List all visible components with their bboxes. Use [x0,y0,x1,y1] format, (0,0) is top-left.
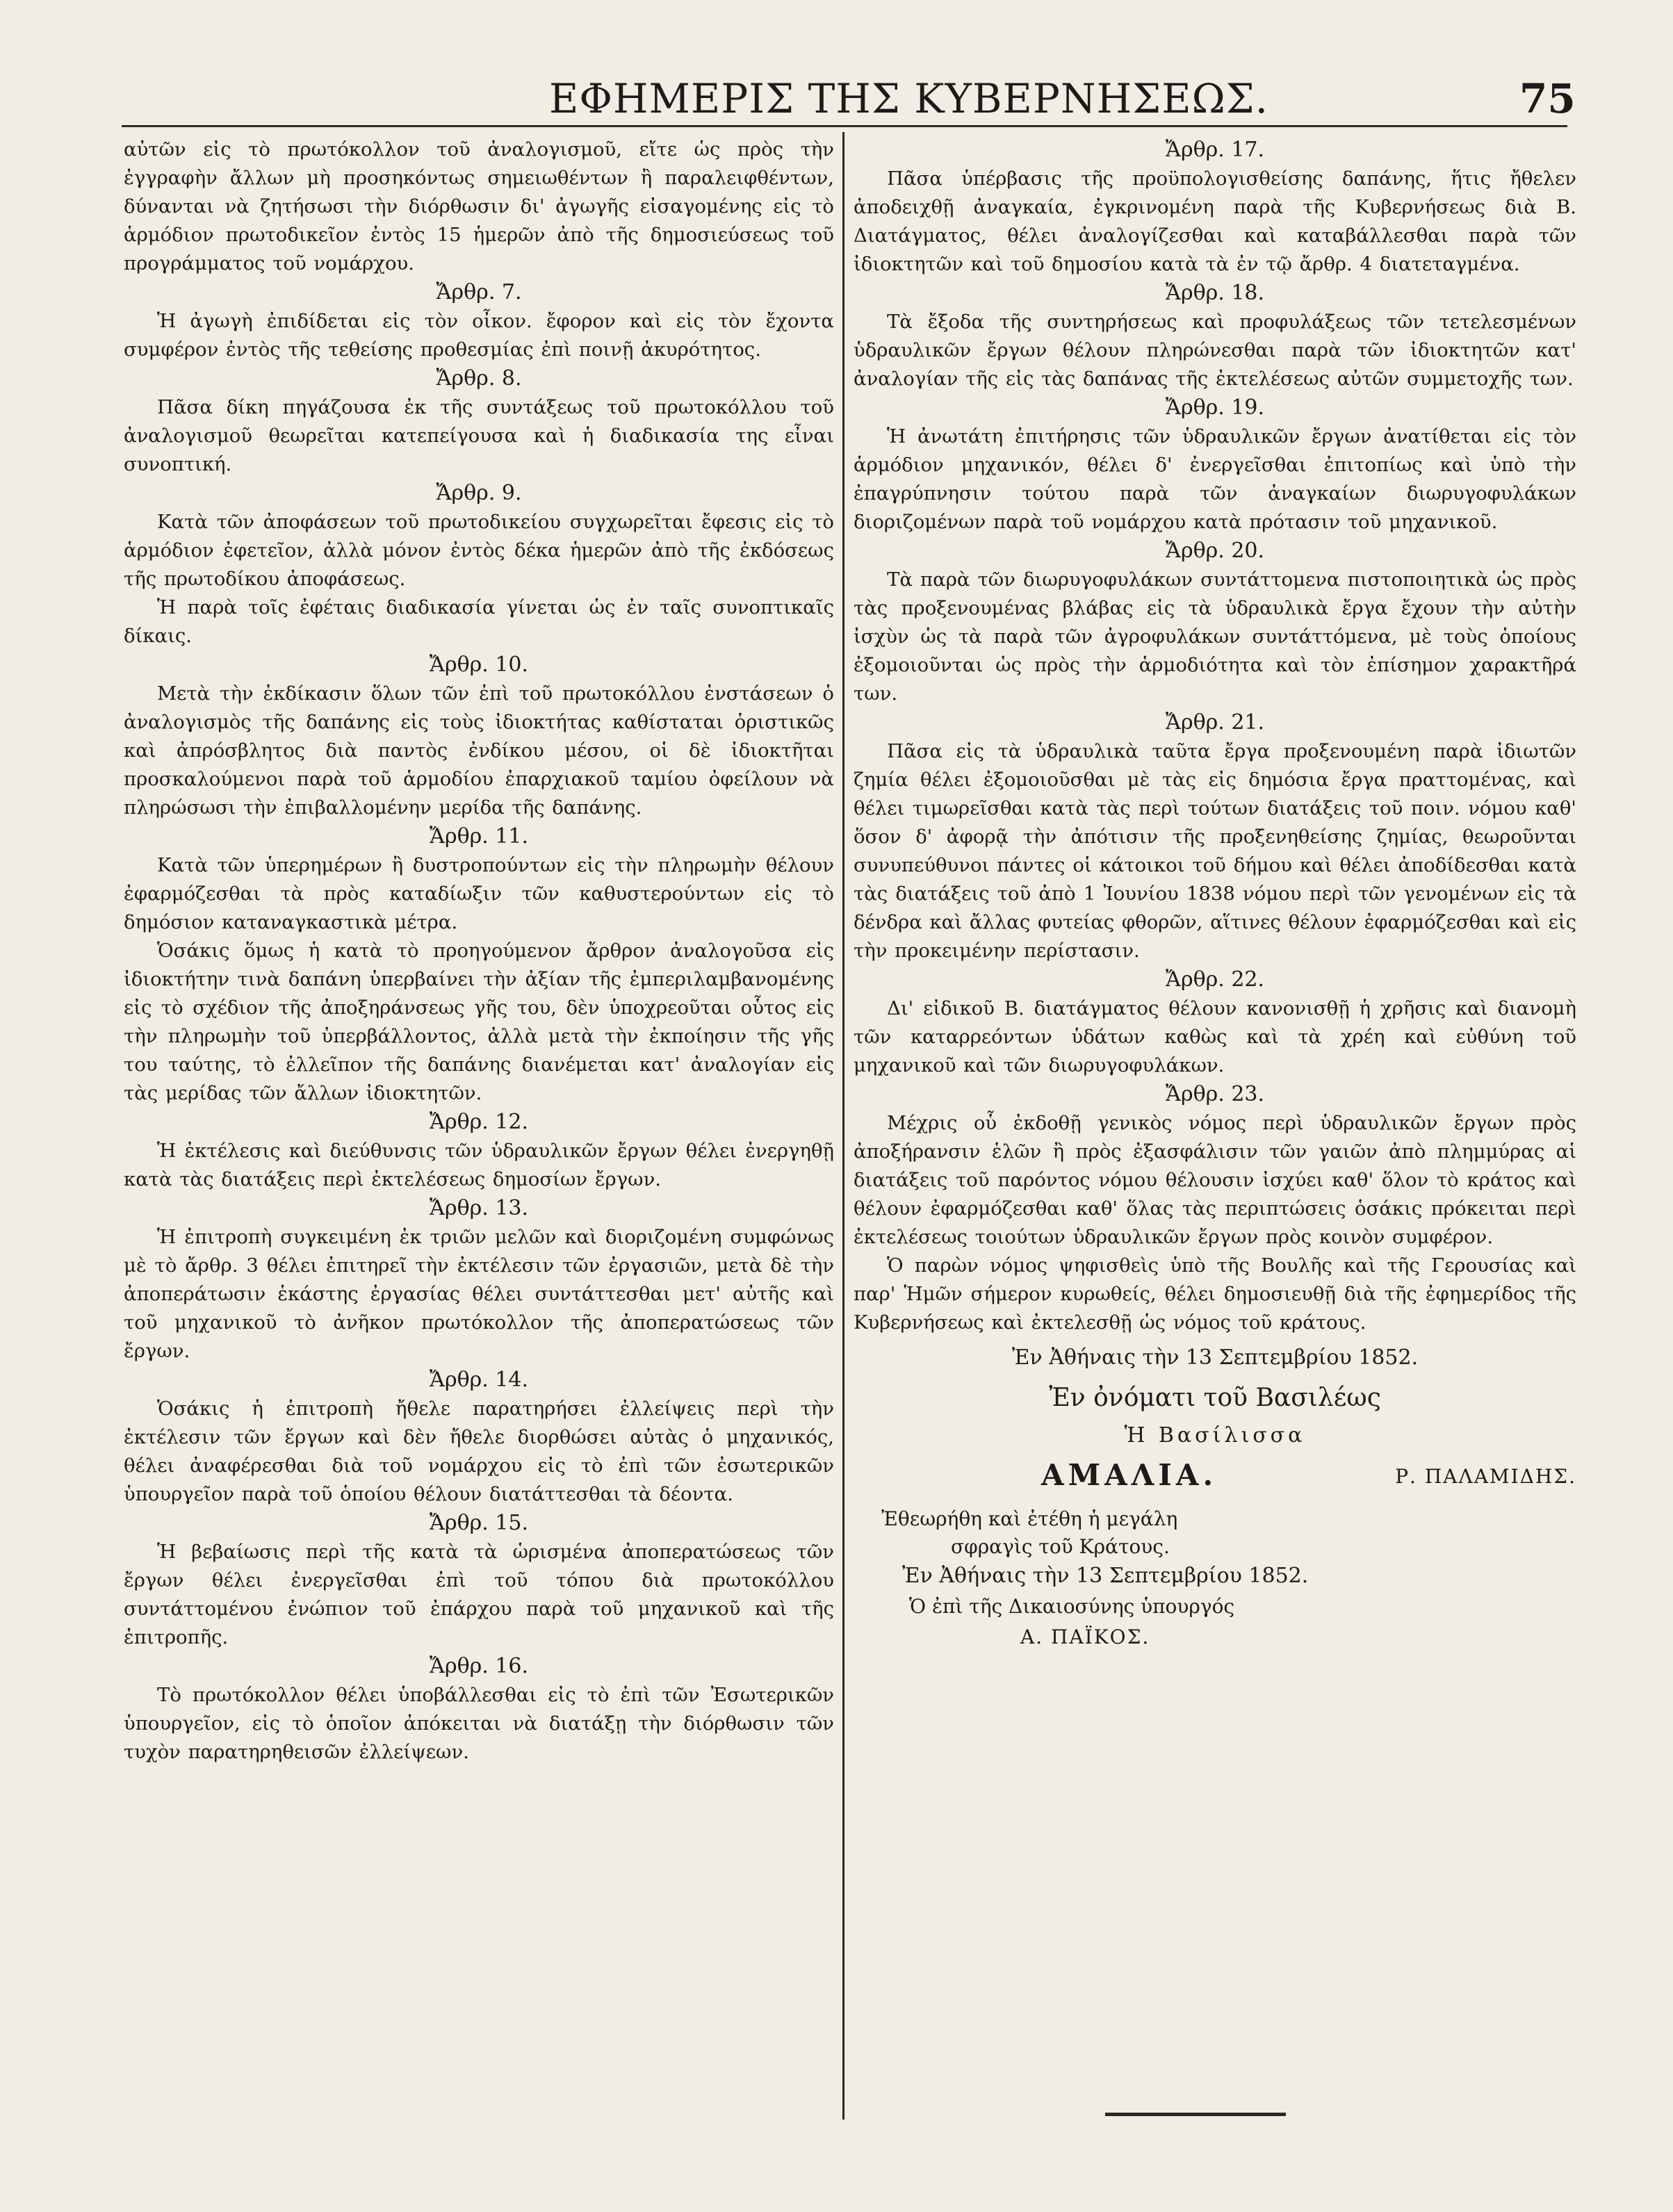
paragraph: Τὰ παρὰ τῶν διωρυγοφυλάκων συντάττομενα πιστοποιητικὰ ὡς πρὸς τὰς προξενουμένας βλάβας εἰς τὰ ὑδραυλικὰ ἔργα ἔχουν τὴν αὐτὴν ἰσχὺν ὡς τὰ παρὰ τῶν ἀγροφυλάκων συντάττόμενα, μὲ τοὺς ὁποίους ἐξομοιοῦνται ὡς πρὸς τὴν ἁρμοδιότητα καὶ τὸν ἐπίσημον χαρακτῆρά των. [854,568,1576,705]
paragraph: Ἡ ἐπιτροπὴ συγκειμένη ἐκ τριῶν μελῶν καὶ διοριζομένη συμφώνως μὲ τὸ ἄρθρ. 3 θέλει ἐπιτηρεῖ τὴν ἐκτέλεσιν τῶν ἐργασιῶν, μετὰ δὲ τὴν ἀποπεράτωσιν ἑκάστης ἐργασίας θέλει συντάττεσθαι μετ' αὐτῆς καὶ τοῦ μηχανικοῦ τὸ ἀνῆκον πρωτόκολλον τῆς ἀποπερατώσεως τῶν ἔργων. [124,1226,834,1362]
paragraph: Πᾶσα δίκη πηγάζουσα ἐκ τῆς συντάξεως τοῦ πρωτοκόλλου τοῦ ἀναλογισμοῦ θεωρεῖται κατεπείγουσα καὶ ἡ διαδικασία της εἶναι συνοπτική. [124,396,834,475]
article-heading: Ἄρθρ. 12. [429,1110,529,1134]
paragraph: Ἡ ἀνωτάτη ἐπιτήρησις τῶν ὑδραυλικῶν ἔργων ἀνατίθεται εἰς τὸν ἁρμόδιον μηχανικόν, θέλει δ' ἐνεργεῖσθαι ἐπιτοπίως καὶ ὑπὸ τὴν ἐπαγρύπνησιν τούτου παρὰ τῶν ἀναγκαίων διωρυγοφυλάκων διοριζομένων παρὰ τοῦ νομάρχου κατὰ πρότασιν τοῦ μηχανικοῦ. [854,425,1576,533]
article-heading: Ἄρθρ. 18. [1165,281,1265,305]
article-heading: Ἄρθρ. 15. [429,1511,529,1535]
article-heading: Ἄρθρ. 11. [429,824,529,849]
paragraph: Μέχρις οὗ ἐκδοθῇ γενικὸς νόμος περὶ ὑδραυλικῶν ἔργων πρὸς ἀποξήρανσιν ἑλῶν ἢ πρὸς ἐξασφάλισιν τῶν γαιῶν ἀπὸ πλημμύρας αἱ διατάξεις τοῦ παρόντος νόμου θέλουσιν ἰσχύει καθ' ὅλον τὸ κράτος καὶ θέλουν ἐφαρμόζεσθαι καθ' ὅλας τὰς περιπτώσεις ὁσάκις πρόκειται περὶ ἐκτελέσεως τοιούτων ὑδραυλικῶν ἔργων πρὸς κοινὸν συμφέρον. [854,1112,1576,1248]
article-heading: Ἄρθρ. 8. [436,366,522,391]
paragraph: Ἡ παρὰ τοῖς ἐφέταις διαδικασία γίνεται ὡς ἐν ταῖς συνοπτικαῖς δίκαις. [124,596,834,647]
article-heading: Ἄρθρ. 9. [436,481,522,505]
paragraph: Ἡ ἀγωγὴ ἐπιδίδεται εἰς τὸν οἶκον. ἔφορον καὶ εἰς τὸν ἔχοντα συμφέρον ἐντὸς τῆς τεθείσης προθεσμίας ἐπὶ ποινῇ ἀκυρότητος. [124,310,834,361]
article-heading: Ἄρθρ. 22. [1165,967,1265,992]
closing-rule [1105,2113,1286,2116]
in-name-of-king: Ἐν ὀνόματι τοῦ Βασιλέως [1049,1384,1381,1412]
page-number: 75 [1519,75,1576,122]
date-line: Ἐν Ἀθήναις τὴν 13 Σεπτεμβρίου 1852. [902,1564,1309,1588]
article-heading: Ἄρθρ. 13. [429,1196,529,1220]
right-column [854,136,1576,1653]
article-heading: Ἄρθρ. 19. [1165,395,1265,420]
signature-row [854,1455,1576,1498]
paragraph: αὐτῶν εἰς τὸ πρωτόκολλον τοῦ ἀναλογισμοῦ, εἴτε ὡς πρὸς τὴν ἐγγραφὴν ἄλλων μὴ προσηκόντως σημειωθέντων ἢ παραλειφθέντων, δύνανται νὰ ζητήσωσι τὴν διόρθωσιν δι' ἀγωγῆς εἰσαγομένης εἰς τὸ ἁρμόδιον πρωτοδικεῖον ἐντὸς 15 ἡμερῶν ἀπὸ τῆς δημοσιεύσεως τοῦ προγράμματος τοῦ νομάρχου. [124,138,834,275]
paragraph: Ἡ ἐκτέλεσις καὶ διεύθυνσις τῶν ὑδραυλικῶν ἔργων θέλει ἐνεργηθῇ κατὰ τὰς διατάξεις περὶ ἐκτελέσεως δημοσίων ἔργων. [124,1140,834,1190]
article-heading: Ἄρθρ. 10. [429,653,529,677]
paragraph: Τὸ πρωτόκολλον θέλει ὑποβάλλεσθαι εἰς τὸ ἐπὶ τῶν Ἐσωτερικῶν ὑπουργεῖον, εἰς τὸ ὁποῖον ἀπόκειται νὰ διατάξῃ τὴν διόρθωσιν τῶν τυχὸν παρατηρηθεισῶν ἐλλείψεων. [124,1684,834,1763]
paragraph: Μετὰ τὴν ἐκδίκασιν ὅλων τῶν ἐπὶ τοῦ πρωτοκόλλου ἐνστάσεων ὁ ἀναλογισμὸς τῆς δαπάνης εἰς τοὺς ἰδιοκτήτας καθίσταται ὁριστικῶς καὶ ἀπρόσβλητος διὰ παντὸς ἐνδίκου μέσου, οἱ δὲ ἰδιοκτῆται προσκαλούμενοι παρὰ τοῦ ἁρμοδίου ἐπαρχιακοῦ ταμίου ὀφείλουν νὰ πληρώσωσι τὴν ἐπιβαλλομένην μερίδα τῆς δαπάνης. [124,682,834,819]
paragraph: Ὁ παρὼν νόμος ψηφισθεὶς ὑπὸ τῆς Βουλῆς καὶ τῆς Γερουσίας καὶ παρ' Ἡμῶν σήμερον κυρωθείς, θέλει δημοσιευθῇ διὰ τῆς ἐφημερίδος τῆς Κυβερνήσεως καὶ ἐκτελεσθῇ ὡς νόμος τοῦ κράτους. [854,1254,1576,1334]
seal-note: σφραγὶς τοῦ Κράτους. [951,1535,1170,1558]
paragraph: Δι' εἰδικοῦ Β. διατάγματος θέλουν κανονισθῇ ἡ χρῆσις καὶ διανομὴ τῶν καταρρεόντων ὑδάτων καθὼς καὶ τὰ χρέη καὶ εὐθύνη τοῦ μηχανικοῦ καὶ τῶν διωρυγοφυλάκων. [854,997,1576,1076]
page-title: ΕΦΗΜΕΡΙΣ ΤΗΣ ΚΥΒΕΡΝΗΣΕΩΣ. [549,75,1269,122]
paragraph: Τὰ ἔξοδα τῆς συντηρήσεως καὶ προφυλάξεως τῶν τετελεσμένων ὑδραυλικῶν ἔργων θέλουν πληρώνεσθαι παρὰ τῶν ἰδιοκτητῶν κατ' ἀναλογίαν τῆς εἰς τὰς δαπάνας τῆς ἐκτελέσεως αὐτῶν συμμετοχῆς των. [854,311,1576,390]
article-heading: Ἄρθρ. 14. [429,1368,529,1392]
column-divider [842,132,844,2120]
minister-signature: Ρ. ΠΑΛΑΜΙΔΗΣ. [1395,1465,1576,1488]
left-column [124,136,834,1767]
paragraph: Ὁσάκις ἡ ἐπιτροπὴ ἤθελε παρατηρήσει ἐλλείψεις περὶ τὴν ἐκτέλεσιν τῶν ἔργων καὶ δὲν ἤθελε διορθώσει αὐτὰς ὁ μηχανικός, θέλει ἀναφέρεσθαι διὰ τοῦ νομάρχου εἰς τὸ ἐπὶ τῶν ἐσωτερικῶν ὑπουργεῖον παρὰ τοῦ ὁποίου θέλουν διατάττεσθαι τὰ δέοντα. [124,1398,834,1505]
article-heading: Ἄρθρ. 23. [1165,1082,1265,1106]
minister-signature: Α. ΠΑΪΚΟΣ. [1020,1625,1150,1648]
paragraph: Κατὰ τῶν ἀποφάσεων τοῦ πρωτοδικείου συγχωρεῖται ἔφεσις εἰς τὸ ἁρμόδιον ἐφετεῖον, ἀλλὰ μόνον ἐντὸς δέκα ἡμερῶν ἀπὸ τῆς ἐκδόσεως τῆς πρωτοδίκου ἀποφάσεως. [124,511,834,590]
seal-note: Ἐθεωρήθη καὶ ἐτέθη ἡ μεγάλη [881,1507,1178,1530]
paragraph: Πᾶσα ὑπέρβασις τῆς προϋπολογισθείσης δαπάνης, ἥτις ἤθελεν ἀποδειχθῇ ἀναγκαία, ἐγκρινομένη παρὰ τῆς Κυβερνήσεως διὰ Β. Διατάγματος, θέλει ἀναλογίζεσθαι καὶ καταβάλλεσθαι παρὰ τῶν ἰδιοκτητῶν καὶ τοῦ δημοσίου κατὰ τὰ ἐν τῷ ἄρθρ. 4 διατεταγμένα. [854,167,1576,275]
article-heading: Ἄρθρ. 16. [429,1654,529,1678]
queen-title: Ἡ Βασίλισσα [1124,1423,1306,1448]
paragraph: Ὁσάκις ὅμως ἡ κατὰ τὸ προηγούμενον ἄρθρον ἀναλογοῦσα εἰς ἰδιοκτήτην τινὰ δαπάνη ὑπερβαίνει τὴν ἀξίαν τῆς ἐμπεριλαμβανομένης εἰς τὸ σχέδιον τῆς ἀποξηράνσεως γῆς του, δὲν ὑποχρεοῦται οὗτος εἰς τὴν πληρωμὴν τοῦ ὑπερβάλλοντος, ἀλλὰ μετὰ τὴν ἐκποίησιν τῆς γῆς του ταύτης, τὸ ἐλλεῖπον τῆς δαπάνης διανέμεται κατ' ἀναλογίαν εἰς τὰς μερίδας τῶν ἄλλων ἰδιοκτητῶν. [124,940,834,1104]
article-heading: Ἄρθρ. 21. [1165,710,1265,735]
article-heading: Ἄρθρ. 17. [1165,138,1265,162]
paragraph: Κατὰ τῶν ὑπερημέρων ἢ δυστροπούντων εἰς τὴν πληρωμὴν θέλουν ἐφαρμόζεσθαι τὰ πρὸς καταδίωξιν τῶν καθυστερούντων εἰς τὸ δημόσιον καταναγκαστικὰ μέτρα. [124,854,834,933]
header-rule [122,125,1567,127]
paragraph: Πᾶσα εἰς τὰ ὑδραυλικὰ ταῦτα ἔργα προξενουμένη παρὰ ἰδιωτῶν ζημία θέλει ἐξομοιοῦσθαι μὲ τὰς εἰς δημόσια ἔργα πραττομένας, καὶ θέλει τιμωρεῖσθαι κατὰ τὰς περὶ τούτων διατάξεις τοῦ ποιν. νόμου καθ' ὅσον δ' ἀφορᾷ τὴν ἀπότισιν τῆς προξενηθείσης ζημίας, θεωροῦνται συνυπεύθυνοι πάντες οἱ κάτοικοι τοῦ δήμου καὶ θέλει ἀποδίδεσθαι κατὰ τὰς διατάξεις τοῦ ἀπὸ 1 Ἰουνίου 1838 νόμου περὶ τῶν γενομένων εἰς τὰ δένδρα καὶ ἄλλας φυτείας φθορῶν, αἵτινες θέλουν ἐφαρμόζεσθαι καὶ εἰς τὴν προκειμένην περίστασιν. [854,740,1576,962]
article-heading: Ἄρθρ. 7. [436,280,522,304]
paragraph: Ἡ βεβαίωσις περὶ τῆς κατὰ τὰ ὡρισμένα ἀποπερατώσεως τῶν ἔργων θέλει ἐνεργεῖσθαι ἐπὶ τοῦ τόπου διὰ πρωτοκόλλου συντάττομένου ἐνώπιον τοῦ ἐπάρχου παρὰ τοῦ μηχανικοῦ καὶ τῆς ἐπιτροπῆς. [124,1541,834,1648]
minister-title: Ὁ ἐπὶ τῆς Δικαιοσύνης ὑπουργός [909,1595,1235,1618]
queen-signature: ΑΜΑΛΙΑ. [1041,1458,1218,1492]
date-line: Ἐν Ἀθήναις τὴν 13 Σεπτεμβρίου 1852. [1011,1345,1419,1370]
article-heading: Ἄρθρ. 20. [1165,539,1265,563]
